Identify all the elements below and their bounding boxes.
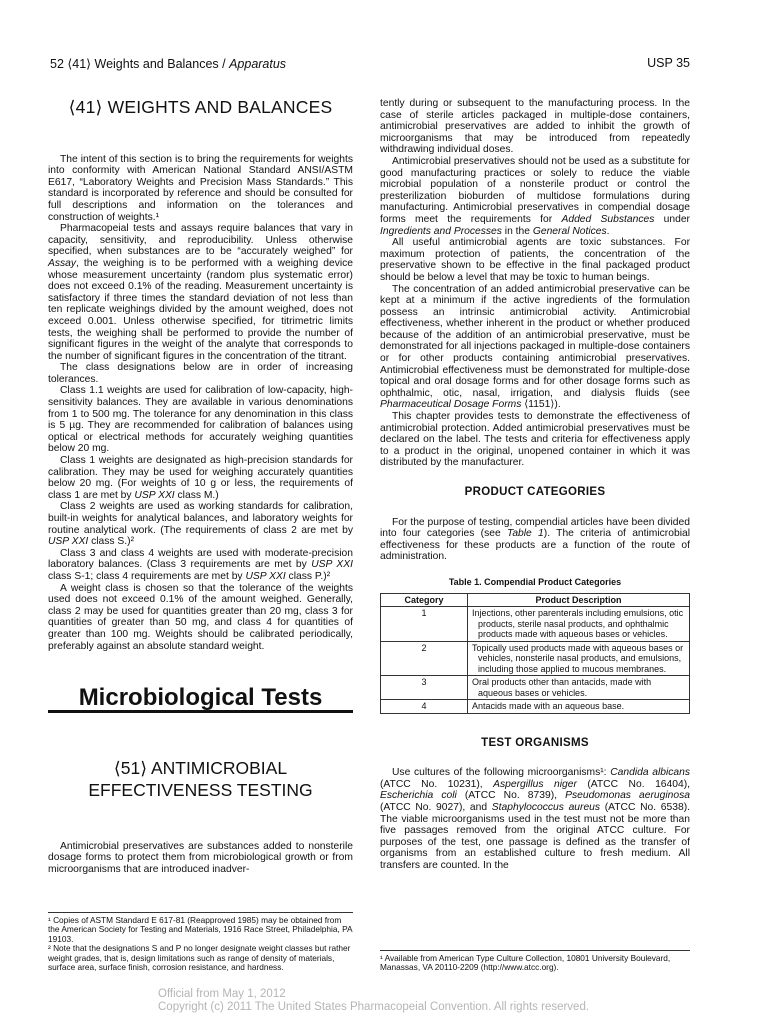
paragraph: The intent of this section is to bring the requirements for weights into conformity with American National Standard ANSI/ASTM E617, “Laboratory Weights and Precision Mass Standards.” This standard is incorporated by reference and should be consulted for full descriptions and information on the tolerances and construction of weights.¹ — [48, 153, 353, 223]
official-watermark — [158, 988, 589, 1014]
footnote: ² Note that the designations S and P no longer designate weight classes but rather weight grades, that is, design limitations such as range of density of materials, surface area, surface finish, corrosion resistance, and hardness. — [48, 943, 351, 973]
product-categories-table — [380, 593, 690, 714]
subheading-test-organisms: TEST ORGANISMS — [481, 736, 589, 749]
table-header-cell: Category — [381, 593, 468, 607]
left-column — [48, 96, 353, 876]
paragraph: Antimicrobial preservatives should not be used as a substitute for good manufacturing practices or solely to reduce the viable microbial population of a nonsterile product or control the presterilization bioburden of multidose formulations during manufacturing. Antimicrobial preservatives in compendial dosage forms meet the requirements for Added Substances under Ingredients and Processes in the General Notices. — [380, 155, 690, 237]
running-header-left: 52 ⟨41⟩ Weights and Balances / Apparatus — [50, 57, 287, 71]
paragraph: A weight class is chosen so that the tolerance of the weights used does not exceed 0.1% of the amount weighed. Generally, class 2 may be used for quantities greater than 20 mg, class 3 for quantities of greater than 50 mg, and class 4 for quantities of greater than 100 mg. Weights should be calibrated periodically, preferably against an absolute standard weight. — [48, 582, 353, 652]
section-title-41: ⟨41⟩ WEIGHTS AND BALANCES — [68, 97, 333, 117]
subheading-product-categories: PRODUCT CATEGORIES — [464, 486, 606, 498]
table-cell-category: 1 — [381, 607, 468, 642]
table-header-row — [381, 593, 690, 607]
table-cell-description: Injections, other parenterals including emulsions, otic products, sterile nasal products, and ophthalmic products made with aqueous bases or vehicles. — [468, 607, 690, 642]
table-cell-category: 3 — [381, 676, 468, 700]
table-cell-description: Topically used products made with aqueous bases or vehicles, nonsterile nasal products, and emulsions, including those applied to mucous membranes. — [468, 641, 690, 676]
paragraph: Pharmacopeial tests and assays require balances that vary in capacity, sensitivity, and reproducibility. Unless otherwise specified, when substances are to be “accurately weighed” for Assay, the weighing is to be performed with a weighing device whose measurement uncertainty (random plus systematic error) does not exceed 0.1% of the reading. Measurement uncertainty is satisfactory if three times the standard deviation of not less than ten replicate weighings divided by the amount weighed, does not exceed 0.001. Unless otherwise specified, for titrimetric limits tests, the weighing shall be performed to provide the number of significant figures in the weight of the analyte that corresponds to the number of significant figures in the concentration of the titrant. — [48, 223, 353, 362]
paragraph: Use cultures of the following microorganisms¹: Candida albicans (ATCC No. 10231), Aspergillus niger (ATCC No. 16404), Escherichia coli (ATCC No. 8739), Pseudomonas aeruginosa (ATCC No. 9027), and Staphylococcus aureus (ATCC No. 6538). The viable microorganisms used in the test must not be more than five passages removed from the original ATCC culture. For purposes of the test, one passage is defined as the transfer of organisms from an established culture to fresh medium. All transfers are counted. In the — [380, 767, 690, 871]
paragraph: This chapter provides tests to demonstrate the effectiveness of antimicrobial protection. Added antimicrobial preservatives must be declared on the label. The tests and criteria for effectiveness apply to a product in the original, unopened container in which it was distributed by the manufacturer. — [380, 411, 690, 469]
paragraph: All useful antimicrobial agents are toxic substances. For maximum protection of patients, the concentration of the preservative shown to be effective in the final packaged product should be below a level that may be toxic to human beings. — [380, 237, 690, 283]
running-header-right: USP 35 — [647, 56, 690, 70]
footnotes-left — [48, 912, 353, 972]
paragraph: tently during or subsequent to the manufacturing process. In the case of sterile articles packaged in multiple-dose containers, antimicrobial preservatives are added to inhibit the growth of microorganisms that may be introduced from repeatedly withdrawing individual doses. — [380, 98, 690, 156]
table-cell-description: Oral products other than antacids, made with aqueous bases or vehicles. — [468, 676, 690, 700]
paragraph: For the purpose of testing, compendial articles have been divided into four categories (see Table 1). The criteria of antimicrobial effectiveness for these products are a function of the route of administration. — [380, 516, 690, 563]
paragraph: Class 1.1 weights are used for calibration of low-capacity, high-sensitivity balances. They are available in various denominations from 1 to 500 mg. The tolerance for any denomination in this class is 5 µg. They are recommended for calibration of balances using optical or electrical methods for accurately weighing quantities below 20 mg. — [48, 385, 353, 455]
watermark-line: Official from May 1, 2012 — [158, 988, 286, 1000]
footnote: ¹ Copies of ASTM Standard E 617-81 (Reapproved 1985) may be obtained from the American Society for Testing and Materials, 1916 Race Street, Philadelphia, PA 19103. — [48, 915, 353, 944]
table-caption: Table 1. Compendial Product Categories — [448, 576, 622, 587]
paragraph: Class 3 and class 4 weights are used with moderate-precision laboratory balances. (Class 3 requirements are met by USP XXI class S-1; class 4 requirements are met by USP XXI class P.)² — [48, 547, 353, 582]
paragraph: Class 1 weights are designated as high-precision standards for calibration. They may be used for weighing accurately quantities below 20 mg. (For weights of 10 g or less, the requirements of class 1 are met by USP XXI class M.) — [48, 455, 353, 501]
table-header-cell: Product Description — [468, 593, 690, 607]
table-cell-category: 2 — [381, 641, 468, 676]
footnote: ¹ Available from American Type Culture Collection, 10801 University Boulevard, Manassas, VA 20110-2209 (http://www.atcc.org). — [380, 953, 671, 973]
table-row — [381, 676, 690, 700]
section-title-51: ⟨51⟩ ANTIMICROBIAL EFFECTIVENESS TESTING — [88, 757, 313, 800]
paragraph: The class designations below are in order of increasing tolerances. — [48, 362, 353, 385]
footnotes-right — [380, 950, 690, 973]
table-row — [381, 607, 690, 642]
watermark-line: Copyright (c) 2011 The United States Pharmacopeial Convention. All rights reserved. — [158, 1001, 590, 1013]
table-row — [381, 641, 690, 676]
paragraph: Class 2 weights are used as working standards for calibration, built-in weights for analytical balances, and laboratory weights for routine analytical work. (The requirements of class 2 are met by USP XXI class S.)² — [48, 501, 353, 548]
right-column — [380, 98, 690, 872]
table-row — [381, 700, 690, 714]
chapter-title: Microbiological Tests — [48, 692, 353, 713]
table-cell-category: 4 — [381, 700, 468, 714]
paragraph: Antimicrobial preservatives are substances added to nonsterile dosage forms to protect them from microbiological growth or from microorganisms that are introduced inadver- — [48, 840, 353, 875]
paragraph: The concentration of an added antimicrobial preservative can be kept at a minimum if the active ingredients of the formulation possess an intrinsic antimicrobial activity. Antimicrobial effectiveness, whether inherent in the product or whether produced because of the addition of an antimicrobial preservative, must be demonstrated for all injections packaged in multiple-dose containers or for other products containing antimicrobial preservatives. Antimicrobial effectiveness must be demonstrated for multiple-dose topical and oral dosage forms and for other dosage forms such as ophthalmic, otic, nasal, irrigation, and dialysis fluids (see Pharmaceutical Dosage Forms ⟨1151⟩). — [380, 283, 690, 411]
table-cell-description: Antacids made with an aqueous base. — [468, 700, 690, 714]
